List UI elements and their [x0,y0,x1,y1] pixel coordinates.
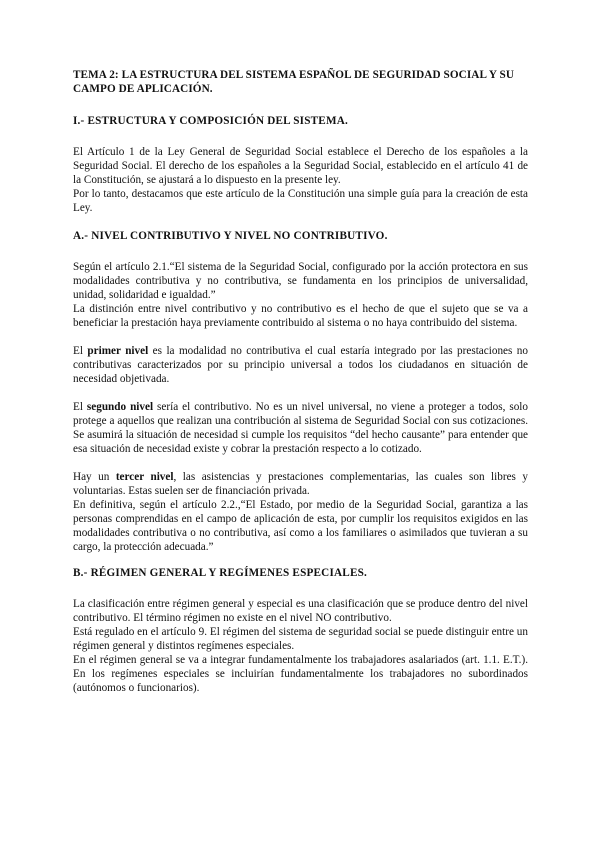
document-page [73,68,528,695]
paragraph-tercer-nivel: Hay un tercer nivel, las asistencias y prestaciones complementarias, las cuales son libres y voluntarias. Estas suelen ser de financiación privada. [73,471,528,497]
paragraph-segundo-nivel: El segundo nivel sería el contributivo. No es un nivel universal, no viene a proteger a todos, solo protege a aquellos que realizan una contribución al sistema de Seguridad Social con sus cotizaciones. Se asumirá la situación de necesidad si cumple los requisitos “del hecho causante” para entender que esa situación de necesidad existe y cobrar la prestación respecto a lo cotizado. [73,401,529,455]
section-heading-regimen: B.- RÉGIMEN GENERAL Y REGÍMENES ESPECIALES. [73,567,368,579]
paragraph: Según el artículo 2.1.“El sistema de la Seguridad Social, configurado por la acción protectora en sus modalidades contributiva y no contributiva, se fundamenta en los principios de universalidad, unidad, solidaridad e igualdad.” [73,261,528,301]
section-heading-estructura: I.- ESTRUCTURA Y COMPOSICIÓN DEL SISTEMA. [73,115,348,127]
bold-term: primer nivel [87,345,149,357]
bold-term: tercer nivel [115,471,174,483]
paragraph: Está regulado en el artículo 9. El régimen del sistema de seguridad social se puede distinguir entre un régimen general y distintos regímenes especiales. [73,626,528,652]
bold-term: segundo nivel [86,401,154,413]
document-title: TEMA 2: LA ESTRUCTURA DEL SISTEMA ESPAÑOL DE SEGURIDAD SOCIAL Y SU CAMPO DE APLICACIÓN. [73,69,515,95]
paragraph: En definitiva, según el artículo 2.2.,“El Estado, por medio de la Seguridad Social, garantiza a las personas comprendidas en el campo de aplicación de esta, por cumplir los requisitos exigidos en las modalidades contributiva o no contributiva, así como a los familiares o asimilados que tuvieran a su cargo, la protección adecuada.” [73,499,528,553]
paragraph-primer-nivel: El primer nivel es la modalidad no contributiva el cual estaría integrado por las prestaciones no contributivas caracterizados por su principio universal a todos los ciudadanos en situación de necesidad objetivada. [73,345,528,385]
section-heading-nivel-contributivo: A.- NIVEL CONTRIBUTIVO Y NIVEL NO CONTRIBUTIVO. [73,230,388,242]
paragraph: El Artículo 1 de la Ley General de Seguridad Social establece el Derecho de los españoles a la Seguridad Social. El derecho de los españoles a la Seguridad Social, establecido en el artículo 41 de la Constitución, se ajustará a lo dispuesto en la presente ley. [73,146,528,186]
paragraph: Por lo tanto, destacamos que este artículo de la Constitución una simple guía para la creación de esta Ley. [73,188,528,214]
paragraph: La distinción entre nivel contributivo y no contributivo es el hecho de que el sujeto que se va a beneficiar la prestación haya previamente contribuido al sistema o no haya contribuido del sistema. [73,303,528,329]
paragraph: La clasificación entre régimen general y especial es una clasificación que se produce dentro del nivel contributivo. El término régimen no existe en el nivel NO contributivo. [73,598,528,624]
paragraph: En el régimen general se va a integrar fundamentalmente los trabajadores asalariados (art. 1.1. E.T.). En los regímenes especiales se incluirían fundamentalmente los trabajadores no subordinados (autónomos o funcionarios). [73,654,528,694]
